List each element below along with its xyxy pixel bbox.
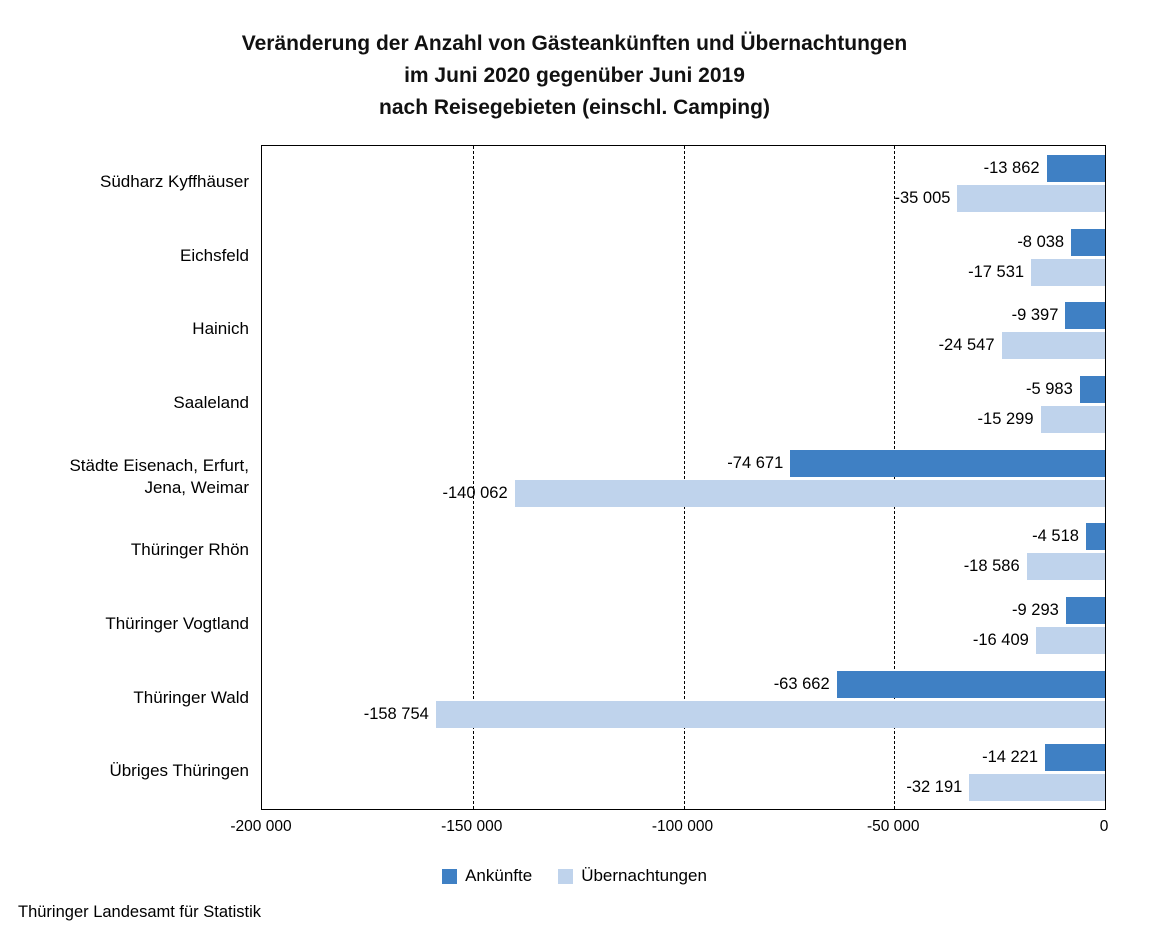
bar-group bbox=[262, 367, 1105, 441]
plot-inner bbox=[262, 146, 1105, 809]
legend-swatch-icon bbox=[558, 869, 573, 884]
bar-group bbox=[262, 588, 1105, 662]
bar-value-label-uebernachtungen: -16 409 bbox=[972, 631, 1029, 649]
category-label bbox=[0, 245, 249, 267]
chart-title-line-2: im Juni 2020 gegenüber Juni 2019 bbox=[404, 64, 745, 87]
category-label bbox=[0, 318, 249, 340]
bar-uebernachtungen[interactable] bbox=[1041, 406, 1105, 433]
bar-value-label-uebernachtungen: -140 062 bbox=[442, 483, 508, 502]
category-label-line: Thüringer Vogtland bbox=[105, 613, 249, 633]
bar-value-label-uebernachtungen: -32 191 bbox=[906, 778, 963, 797]
bar-ankuenfte[interactable] bbox=[790, 450, 1105, 477]
bar-uebernachtungen[interactable] bbox=[1027, 553, 1105, 580]
chart-plot-area bbox=[261, 145, 1106, 810]
bar-uebernachtungen[interactable] bbox=[1031, 259, 1105, 286]
bar-ankuenfte[interactable] bbox=[1080, 376, 1105, 403]
bar-value-label-uebernachtungen: -15 299 bbox=[977, 410, 1034, 428]
category-label-line: Übriges Thüringen bbox=[109, 761, 249, 781]
bar-group bbox=[262, 735, 1105, 809]
bar-ankuenfte[interactable] bbox=[837, 671, 1105, 698]
bar-uebernachtungen[interactable] bbox=[1036, 627, 1105, 654]
category-label-line: Städte Eisenach, Erfurt, bbox=[69, 455, 249, 475]
legend-label: Ankünfte bbox=[465, 866, 533, 885]
category-label-line: Hainich bbox=[192, 319, 249, 339]
bar-value-label-ankuenfte: -8 038 bbox=[1017, 232, 1065, 251]
bar-value-label-uebernachtungen: -18 586 bbox=[963, 557, 1020, 576]
bar-group bbox=[262, 220, 1105, 294]
bar-value-label-ankuenfte: -63 662 bbox=[773, 674, 830, 693]
chart-legend bbox=[0, 866, 1149, 886]
category-label-line: Jena, Weimar bbox=[144, 477, 249, 497]
category-label bbox=[0, 760, 249, 782]
bar-ankuenfte[interactable] bbox=[1066, 597, 1105, 624]
bar-uebernachtungen[interactable] bbox=[515, 480, 1105, 507]
bar-value-label-ankuenfte: -5 983 bbox=[1025, 380, 1073, 398]
bar-value-label-ankuenfte: -14 221 bbox=[982, 748, 1039, 767]
bar-group bbox=[262, 662, 1105, 736]
category-label bbox=[0, 455, 249, 499]
bar-value-label-uebernachtungen: -17 531 bbox=[968, 262, 1025, 281]
category-label-line: Thüringer Rhön bbox=[130, 540, 249, 560]
bar-uebernachtungen[interactable] bbox=[1002, 332, 1105, 359]
bar-value-label-ankuenfte: -4 518 bbox=[1032, 527, 1079, 546]
legend-item[interactable] bbox=[442, 866, 532, 886]
bar-ankuenfte[interactable] bbox=[1071, 229, 1105, 256]
category-label-line: Saaleland bbox=[173, 392, 249, 412]
category-label bbox=[0, 539, 249, 561]
category-label bbox=[0, 392, 249, 414]
category-label bbox=[0, 171, 249, 193]
category-label bbox=[0, 613, 249, 635]
category-label-line: Thüringer Wald bbox=[133, 687, 249, 707]
bar-uebernachtungen[interactable] bbox=[957, 185, 1105, 212]
bar-value-label-ankuenfte: -9 293 bbox=[1012, 601, 1059, 619]
x-tick-label: -100 000 bbox=[651, 818, 714, 835]
category-label-line: Südharz Kyffhäuser bbox=[100, 171, 249, 191]
source-note: Thüringer Landesamt für Statistik bbox=[18, 903, 262, 921]
legend-item[interactable] bbox=[558, 866, 707, 886]
legend-label: Übernachtungen bbox=[581, 866, 707, 885]
bar-group bbox=[262, 293, 1105, 367]
x-tick-label: -150 000 bbox=[441, 818, 503, 835]
bar-value-label-ankuenfte: -9 397 bbox=[1011, 306, 1059, 325]
bar-value-label-ankuenfte: -74 671 bbox=[727, 453, 784, 472]
category-label-line: Eichsfeld bbox=[180, 245, 249, 265]
bar-uebernachtungen[interactable] bbox=[436, 701, 1105, 728]
bar-value-label-ankuenfte: -13 862 bbox=[983, 159, 1040, 177]
bar-ankuenfte[interactable] bbox=[1086, 523, 1105, 550]
bar-group bbox=[262, 514, 1105, 588]
x-tick-label: -50 000 bbox=[866, 818, 920, 835]
x-tick-label: 0 bbox=[1099, 818, 1109, 835]
bar-value-label-uebernachtungen: -24 547 bbox=[938, 336, 995, 355]
bar-value-label-uebernachtungen: -158 754 bbox=[363, 704, 429, 723]
bar-ankuenfte[interactable] bbox=[1047, 155, 1105, 182]
chart-title-line-1: Veränderung der Anzahl von Gästeankünften und Übernachtungen bbox=[241, 32, 908, 55]
legend-swatch-icon bbox=[442, 869, 457, 884]
x-tick-label: -200 000 bbox=[230, 818, 292, 835]
bar-ankuenfte[interactable] bbox=[1045, 744, 1105, 771]
chart-title bbox=[0, 28, 1149, 124]
category-label bbox=[0, 687, 249, 709]
bar-group bbox=[262, 441, 1105, 515]
chart-title-line-3: nach Reisegebieten (einschl. Camping) bbox=[379, 96, 770, 119]
bar-group bbox=[262, 146, 1105, 220]
bar-uebernachtungen[interactable] bbox=[969, 774, 1105, 801]
bar-ankuenfte[interactable] bbox=[1065, 302, 1105, 329]
bar-value-label-uebernachtungen: -35 005 bbox=[894, 189, 951, 207]
